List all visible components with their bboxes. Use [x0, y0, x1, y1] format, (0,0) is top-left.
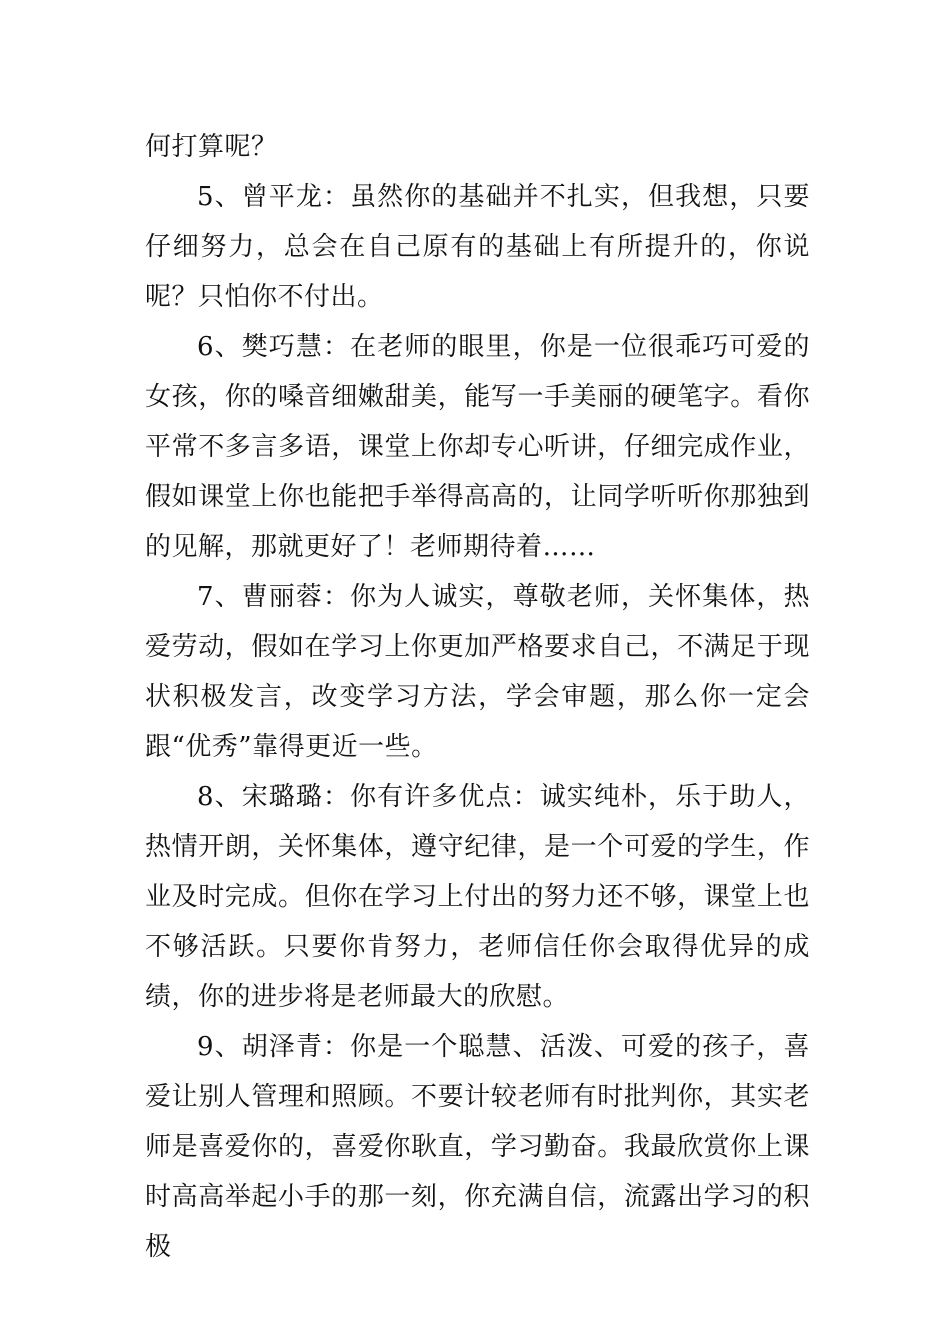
paragraph-comment-5: 5、曾平龙：虽然你的基础并不扎实，但我想，只要仔细努力，总会在自己原有的基础上有所提升的，你说呢？只怕你不付出。: [145, 182, 810, 312]
paragraph-comment-9: 9、胡泽青：你是一个聪慧、活泼、可爱的孩子，喜爱让别人管理和照顾。不要计较老师有时批判你，其实老师是喜爱你的，喜爱你耿直，学习勤奋。我最欣赏你上课时高高举起小手的那一刻，你充满自信，流露出学习的积极: [145, 1032, 810, 1262]
document-body: [145, 122, 810, 1272]
paragraph-comment-7: 7、曹丽蓉：你为人诚实，尊敬老师，关怀集体，热爱劳动，假如在学习上你更加严格要求自己，不满足于现状积极发言，改变学习方法，学会审题，那么你一定会跟“优秀”靠得更近一些。: [145, 582, 810, 762]
paragraph-comment-8: 8、宋璐璐：你有许多优点：诚实纯朴，乐于助人，热情开朗，关怀集体，遵守纪律，是一个可爱的学生，作业及时完成。但你在学习上付出的努力还不够，课堂上也不够活跃。只要你肯努力，老师信任你会取得优异的成绩，你的进步将是老师最大的欣慰。: [145, 782, 810, 1012]
paragraph-continuation: 何打算呢？: [145, 132, 278, 162]
paragraph-comment-6: 6、樊巧慧：在老师的眼里，你是一位很乖巧可爱的女孩，你的嗓音细嫩甜美，能写一手美丽的硬笔字。看你平常不多言多语，课堂上你却专心听讲，仔细完成作业，假如课堂上你也能把手举得高高的，让同学听听你那独到的见解，那就更好了！老师期待着……: [145, 332, 810, 562]
